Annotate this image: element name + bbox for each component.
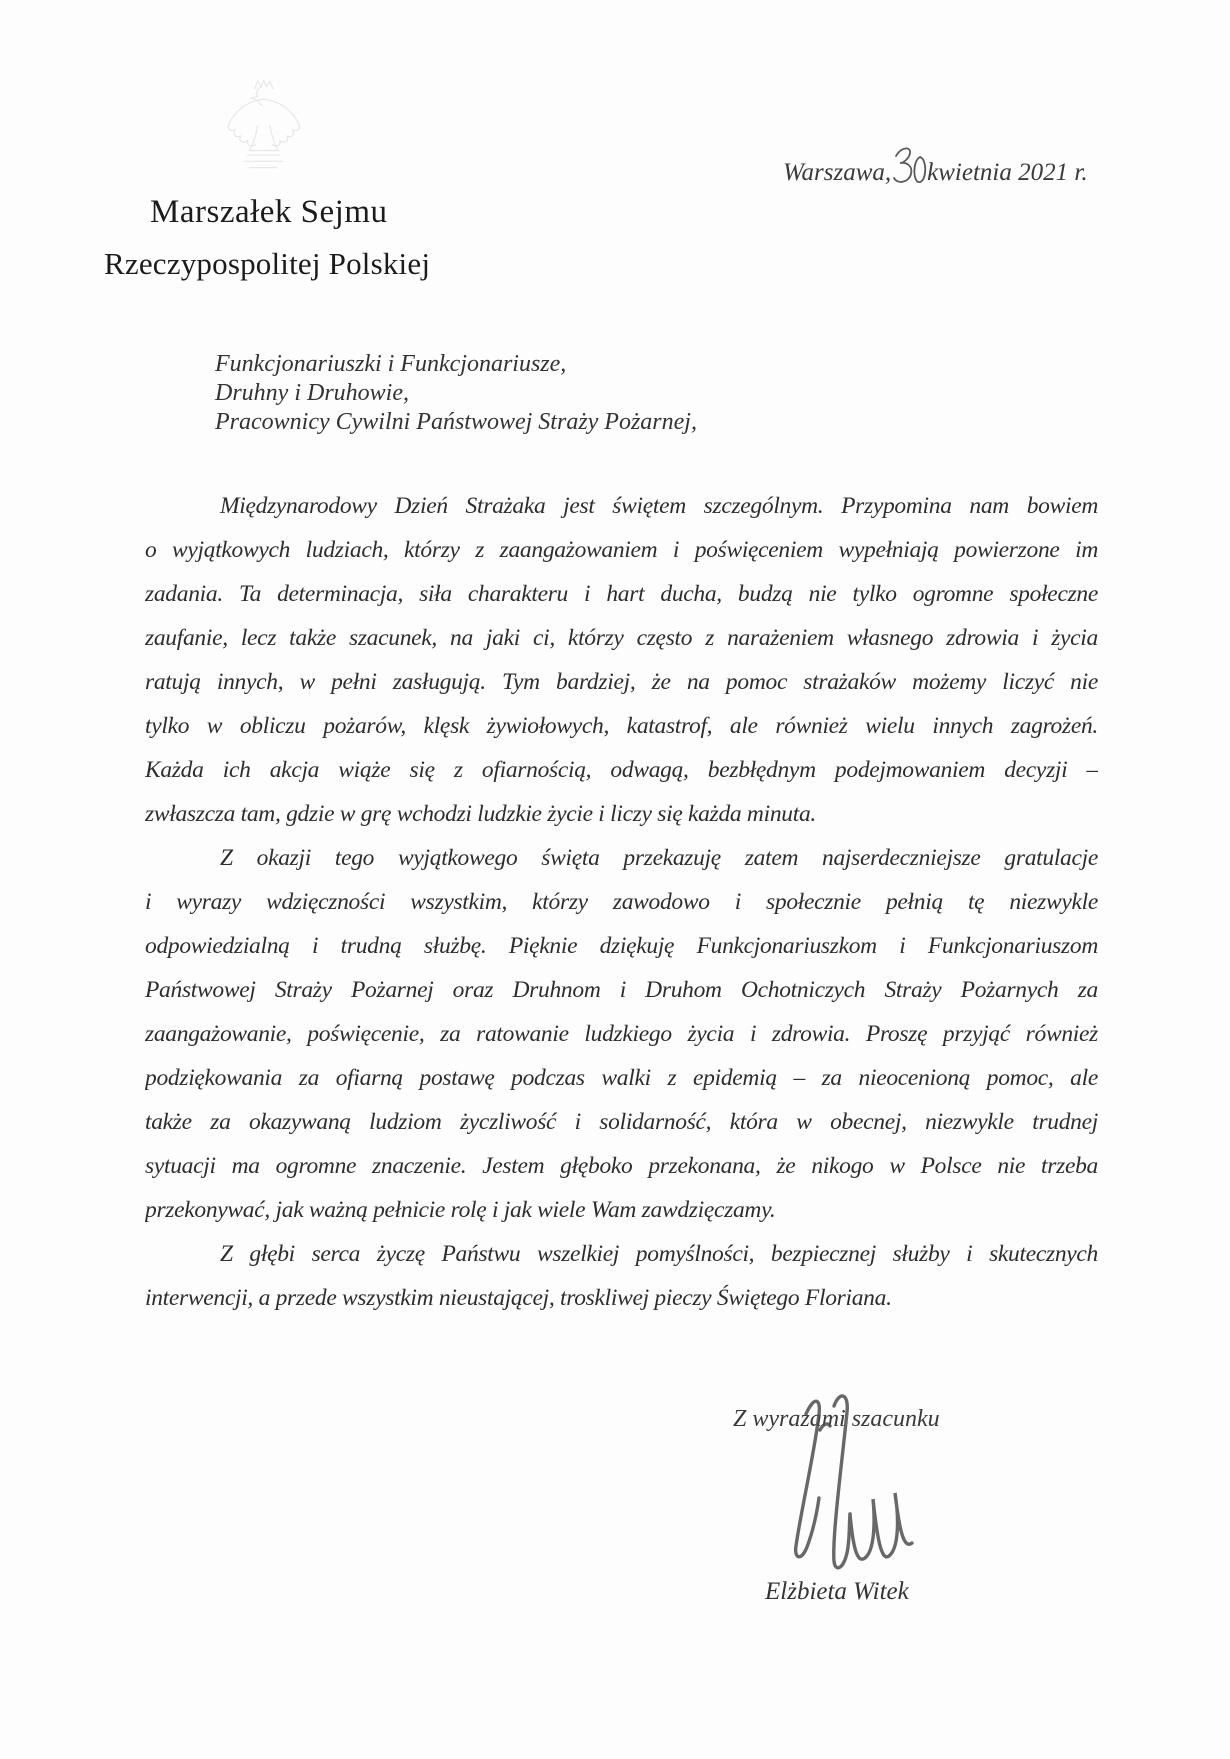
body-line: tylko w obliczu pożarów, klęsk żywiołowych, katastrof, ale również wielu innych zagrożeń. <box>145 713 1098 739</box>
date-rest: kwietnia 2021 r. <box>927 159 1088 186</box>
body-line: zaufanie, lecz także szacunek, na jaki ci, którzy często z narażeniem własnego zdrowia i życia <box>145 625 1098 651</box>
recipient-line: Funkcjonariuszki i Funkcjonariusze, <box>215 351 567 377</box>
body-line: Państwowej Straży Pożarnej oraz Druhnom i Druhom Ochotniczych Straży Pożarnych za <box>145 977 1098 1003</box>
body-line: przekonywać, jak ważną pełnicie rolę i jak wiele Wam zawdzięczamy. <box>145 1197 776 1223</box>
body-line: sytuacji ma ogromne znaczenie. Jestem głęboko przekonana, że nikogo w Polsce nie trzeba <box>145 1153 1098 1179</box>
recipient-line: Pracownicy Cywilni Państwowej Straży Pożarnej, <box>215 409 697 435</box>
recipients-block <box>215 350 697 437</box>
body-line: odpowiedzialną i trudną służbę. Pięknie dziękuję Funkcjonariuszkom i Funkcjonariuszom <box>145 933 1098 959</box>
place-and-date <box>783 146 1088 188</box>
closing-salutation: Z wyrazami szacunku <box>733 1406 940 1432</box>
signer-name: Elżbieta Witek <box>765 1578 909 1605</box>
body-line: Z okazji tego wyjątkowego święta przekazuję zatem najserdeczniejsze gratulacje <box>220 845 1098 871</box>
body-line: o wyjątkowych ludziach, którzy z zaangażowaniem i poświęceniem wypełniają powierzone im <box>145 537 1098 563</box>
handwritten-signature-scribble <box>776 1394 918 1594</box>
body-line: ratują innych, w pełni zasługują. Tym bardziej, że na pomoc strażaków możemy liczyć nie <box>145 669 1098 695</box>
body-line: Z głębi serca życzę Państwu wszelkiej pomyślności, bezpiecznej służby i skutecznych <box>220 1241 1098 1267</box>
body-line: także za okazywaną ludziom życzliwość i solidarność, która w obecnej, niezwykle trudnej <box>145 1109 1098 1135</box>
letterhead-title-line2: Rzeczypospolitej Polskiej <box>104 246 431 281</box>
body-line: Każda ich akcja wiąże się z ofiarnością, odwagą, bezbłędnym podejmowaniem decyzji – <box>145 757 1098 783</box>
recipient-line: Druhny i Druhowie, <box>215 380 409 406</box>
body-line: podziękowania za ofiarną postawę podczas walki z epidemią – za nieocenioną pomoc, ale <box>145 1065 1098 1091</box>
body-line: Międzynarodowy Dzień Strażaka jest świętem szczególnym. Przypomina nam bowiem <box>220 493 1098 519</box>
body-line: interwencji, a przede wszystkim nieustającej, troskliwej pieczy Świętego Floriana. <box>145 1285 892 1311</box>
letterhead-title-line1: Marszałek Sejmu <box>150 194 388 230</box>
body-paragraphs <box>145 484 1098 1320</box>
body-line: zwłaszcza tam, gdzie w grę wchodzi ludzkie życie i liczy się każda minuta. <box>145 801 816 827</box>
body-line: zadania. Ta determinacja, siła charakteru i hart ducha, budzą nie tylko ogromne społeczne <box>145 581 1098 607</box>
polish-eagle-watermark-icon <box>208 74 316 182</box>
body-line: i wyrazy wdzięczności wszystkim, którzy zawodowo i społecznie pełnią tę niezwykle <box>145 889 1098 915</box>
date-city: Warszawa, <box>783 159 892 186</box>
body-line: zaangażowanie, poświęcenie, za ratowanie ludzkiego życia i zdrowia. Proszę przyjąć również <box>145 1021 1098 1047</box>
handwritten-day-30 <box>890 146 928 188</box>
